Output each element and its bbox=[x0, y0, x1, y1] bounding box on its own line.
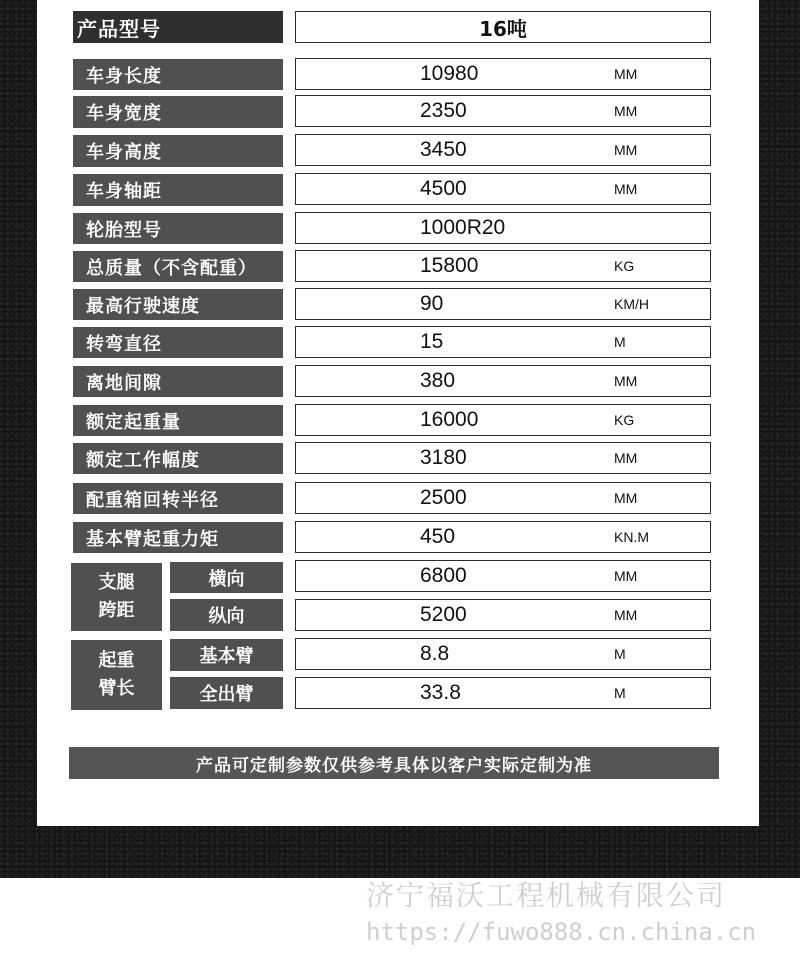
spec-value: 8.8 bbox=[420, 642, 450, 665]
spec-value-box bbox=[295, 599, 711, 631]
spec-label: 额定起重量 bbox=[73, 405, 283, 436]
customization-notice: 产品可定制参数仅供参考具体以客户实际定制为准 bbox=[69, 747, 719, 779]
spec-value: 16000 bbox=[420, 408, 479, 431]
spec-label: 基本臂起重力矩 bbox=[73, 522, 283, 553]
spec-value: 2500 bbox=[420, 486, 467, 509]
spec-label: 额定工作幅度 bbox=[73, 443, 283, 474]
outrigger-span-group-label bbox=[71, 563, 162, 631]
spec-unit: KM/H bbox=[614, 296, 649, 312]
spec-label: 车身高度 bbox=[73, 135, 283, 167]
spec-label: 最高行驶速度 bbox=[73, 289, 283, 320]
spec-value: 15800 bbox=[420, 254, 479, 277]
spec-value: 6800 bbox=[420, 564, 467, 587]
spec-unit: MM bbox=[614, 450, 638, 466]
spec-value-box bbox=[295, 212, 711, 244]
spec-unit: M bbox=[614, 685, 626, 701]
spec-sublabel: 基本臂 bbox=[170, 639, 283, 671]
spec-unit: MM bbox=[614, 607, 638, 623]
spec-unit: M bbox=[614, 334, 626, 350]
spec-unit: MM bbox=[614, 142, 638, 158]
group-label-line: 跨距 bbox=[98, 600, 135, 621]
spec-value: 450 bbox=[420, 525, 456, 548]
spec-label: 转弯直径 bbox=[73, 327, 283, 358]
spec-value: 5200 bbox=[420, 603, 467, 626]
spec-unit: KG bbox=[614, 258, 635, 274]
spec-sublabel: 纵向 bbox=[170, 599, 283, 631]
spec-value-box bbox=[295, 288, 711, 320]
spec-label: 车身长度 bbox=[73, 59, 283, 90]
spec-value: 380 bbox=[420, 369, 456, 392]
spec-label: 车身轴距 bbox=[73, 174, 283, 206]
spec-unit: M bbox=[614, 646, 626, 662]
company-watermark: 济宁福沃工程机械有限公司 bbox=[366, 879, 727, 912]
spec-sublabel: 横向 bbox=[170, 562, 283, 593]
spec-value-box bbox=[295, 365, 711, 397]
spec-unit: MM bbox=[614, 490, 638, 506]
spec-value: 3180 bbox=[420, 446, 467, 469]
spec-value-box bbox=[295, 442, 711, 474]
spec-value-box bbox=[295, 173, 711, 205]
spec-value: 2350 bbox=[420, 99, 467, 122]
spec-unit: MM bbox=[614, 373, 638, 389]
spec-value-box bbox=[295, 326, 711, 358]
spec-value: 3450 bbox=[420, 138, 467, 161]
model-label: 产品型号 bbox=[73, 11, 283, 43]
boom-length-group-label bbox=[71, 640, 162, 710]
spec-value-box bbox=[295, 250, 711, 282]
spec-value-box bbox=[295, 638, 711, 670]
spec-value-box bbox=[295, 482, 711, 514]
model-value: 16吨 bbox=[295, 11, 711, 43]
spec-unit: MM bbox=[614, 66, 638, 82]
spec-value-box bbox=[295, 404, 711, 436]
group-label-line: 支腿 bbox=[98, 572, 135, 593]
spec-value-box bbox=[295, 560, 711, 592]
spec-value-box bbox=[295, 95, 711, 127]
spec-unit: MM bbox=[614, 568, 638, 584]
spec-value-box bbox=[295, 677, 711, 709]
spec-unit: KG bbox=[614, 412, 635, 428]
spec-unit: KN.M bbox=[614, 529, 649, 545]
spec-value: 10980 bbox=[420, 62, 479, 85]
spec-label: 车身宽度 bbox=[73, 96, 283, 128]
spec-label: 轮胎型号 bbox=[73, 213, 283, 244]
spec-value-box bbox=[295, 521, 711, 553]
url-watermark: https://fuwo888.cn.china.cn bbox=[366, 918, 757, 946]
spec-unit: MM bbox=[614, 103, 638, 119]
spec-label: 总质量（不含配重） bbox=[73, 251, 283, 282]
group-label-line: 臂长 bbox=[98, 678, 135, 699]
spec-value-box bbox=[295, 58, 711, 90]
spec-value-box bbox=[295, 134, 711, 166]
group-label-line: 起重 bbox=[98, 650, 135, 671]
spec-value: 90 bbox=[420, 292, 444, 315]
spec-value: 4500 bbox=[420, 177, 467, 200]
spec-label: 离地间隙 bbox=[73, 366, 283, 397]
spec-value: 33.8 bbox=[420, 681, 461, 704]
spec-value: 15 bbox=[420, 330, 444, 353]
spec-unit: MM bbox=[614, 181, 638, 197]
spec-label: 配重箱回转半径 bbox=[73, 483, 283, 514]
spec-value: 1000R20 bbox=[420, 216, 506, 239]
spec-sublabel: 全出臂 bbox=[170, 677, 283, 709]
